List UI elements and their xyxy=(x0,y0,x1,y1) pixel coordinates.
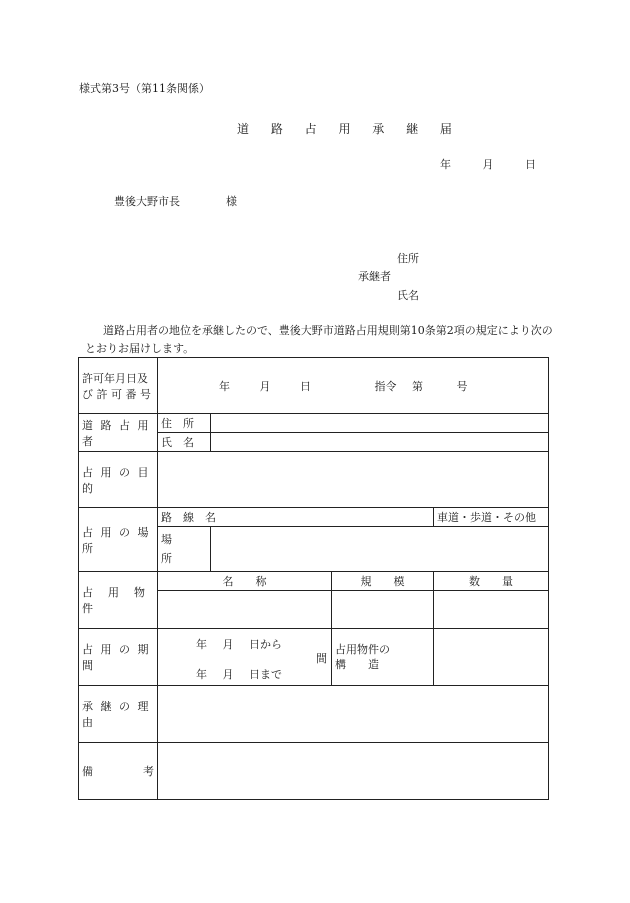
col-scale-header: 規 模 xyxy=(332,572,434,591)
remarks-ko: 考 xyxy=(143,765,154,778)
date-day: 日 xyxy=(525,158,536,171)
occupant-address-field[interactable] xyxy=(211,414,549,433)
successor-label: 承継者 xyxy=(358,270,391,283)
period-from-month: 月 xyxy=(222,638,234,651)
purpose-field[interactable] xyxy=(158,452,549,508)
reason-field[interactable] xyxy=(158,686,549,743)
permit-label-line1: 許可年月日及 xyxy=(82,371,148,385)
route-name-label: 路 線 名 xyxy=(158,508,434,527)
structure-label-line1: 占用物件の xyxy=(335,643,390,656)
period-to-day: 日まで xyxy=(249,668,282,681)
period-ma: 間 xyxy=(316,652,327,665)
road-type-options[interactable]: 車道・歩道・その他 xyxy=(434,508,549,527)
place-sho: 所 xyxy=(161,552,172,565)
date-year: 年 xyxy=(440,158,451,171)
body-text: 道路占用者の地位を承継したので、豊後大野市道路占用規則第10条第2項の規定により次のとおりお届けします。 xyxy=(85,324,553,355)
addressee-name: 豊後大野市長 xyxy=(114,195,180,208)
period-from-day: 日から xyxy=(249,638,282,651)
occupant-address-label: 住 所 xyxy=(158,414,211,433)
object-name-field[interactable] xyxy=(158,591,332,629)
period-to-month: 月 xyxy=(222,668,234,681)
period-to xyxy=(196,666,282,682)
permit-label-line2: び 許 可 番 号 xyxy=(82,387,151,401)
permit-value-cell[interactable] xyxy=(158,358,549,414)
succession-form-table xyxy=(78,357,549,800)
submission-date xyxy=(440,156,536,172)
object-label: 占 用 物 件 xyxy=(79,572,158,629)
permit-directive: 指令 xyxy=(374,379,397,393)
period-from-year: 年 xyxy=(196,638,207,651)
addressee xyxy=(114,193,237,209)
occupant-label: 道 路 占 用 者 xyxy=(79,414,158,452)
permit-day: 日 xyxy=(300,379,311,393)
structure-label xyxy=(332,629,434,686)
permit-month: 月 xyxy=(259,379,271,393)
place-label-vertical xyxy=(158,527,211,572)
applicant-address-label: 住所 xyxy=(397,252,419,265)
occupant-name-label: 氏 名 xyxy=(158,433,211,452)
permit-label-cell xyxy=(79,358,158,414)
col-name-header: 名 称 xyxy=(158,572,332,591)
object-scale-field[interactable] xyxy=(332,591,434,629)
occupant-name-field[interactable] xyxy=(211,433,549,452)
permit-year: 年 xyxy=(219,379,230,393)
period-field[interactable] xyxy=(158,629,332,686)
honorific: 様 xyxy=(226,195,237,208)
purpose-label: 占 用 の 目 的 xyxy=(79,452,158,508)
form-title: 道 路 占 用 承 継 届 xyxy=(237,122,461,136)
form-number: 様式第3号（第11条関係） xyxy=(79,82,210,95)
remarks-bi: 備 xyxy=(82,765,93,778)
remarks-label xyxy=(79,743,158,800)
object-quantity-field[interactable] xyxy=(434,591,549,629)
period-label: 占 用 の 期 間 xyxy=(79,629,158,686)
permit-go: 号 xyxy=(456,379,468,393)
period-to-year: 年 xyxy=(196,668,207,681)
place-label: 占 用 の 場 所 xyxy=(79,508,158,572)
permit-dai: 第 xyxy=(412,379,423,393)
col-quantity-header: 数 量 xyxy=(434,572,549,591)
period-from xyxy=(196,636,282,652)
applicant-name-label: 氏名 xyxy=(397,289,419,302)
structure-label-line2: 構 造 xyxy=(335,658,379,671)
place-field[interactable] xyxy=(211,527,549,572)
place-ba: 場 xyxy=(161,533,172,546)
date-month: 月 xyxy=(482,158,494,171)
reason-label: 承 継 の 理 由 xyxy=(79,686,158,743)
remarks-field[interactable] xyxy=(158,743,549,800)
structure-field[interactable] xyxy=(434,629,549,686)
